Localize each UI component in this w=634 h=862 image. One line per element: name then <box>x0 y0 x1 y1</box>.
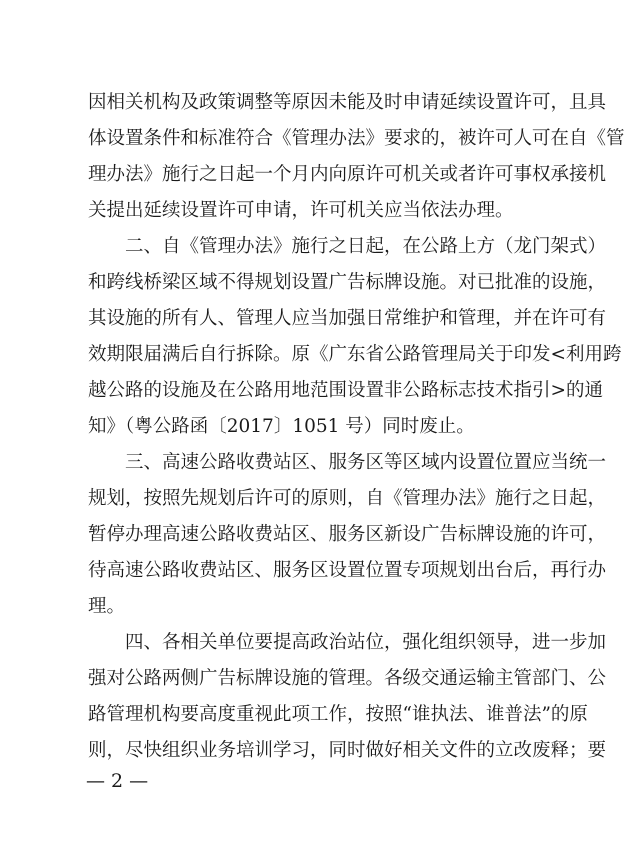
body-text-line: 暂停办理高速公路收费站区、服务区新设广告标牌设施的许可， <box>88 524 607 545</box>
body-text-line: 其设施的所有人、管理人应当加强日常维护和管理，并在许可有 <box>88 308 607 329</box>
page-number: — 2 — <box>86 770 149 792</box>
body-text-line: 知》（粤公路函〔2017〕1051 号）同时废止。 <box>88 416 475 437</box>
body-text-line: 效期限届满后自行拆除。原《广东省公路管理局关于印发<利用跨 <box>88 344 622 365</box>
body-text-line: 关提出延续设置许可申请，许可机关应当依法办理。 <box>88 200 514 221</box>
body-text-line: 强对公路两侧广告标牌设施的管理。各级交通运输主管部门、公 <box>88 668 607 689</box>
body-text-line: 待高速公路收费站区、服务区设置位置专项规划出台后，再行办 <box>88 560 607 581</box>
body-text-line: 和跨线桥梁区域不得规划设置广告标牌设施。对已批准的设施， <box>88 272 607 293</box>
body-text-line: 理办法》施行之日起一个月内向原许可机关或者许可事权承接机 <box>88 164 607 185</box>
body-text-line: 因相关机构及政策调整等原因未能及时申请延续设置许可，且具 <box>88 92 607 113</box>
body-text-line: 规划，按照先规划后许可的原则，自《管理办法》施行之日起， <box>88 488 607 509</box>
body-text-line: 理。 <box>88 596 126 617</box>
body-text-line: 二、自《管理办法》施行之日起，在公路上方（龙门架式） <box>125 236 607 257</box>
body-text-line: 越公路的设施及在公路用地范围设置非公路标志技术指引>的通 <box>88 380 604 401</box>
body-text-line: 三、高速公路收费站区、服务区等区域内设置位置应当统一 <box>125 452 607 473</box>
body-text-line: 体设置条件和标准符合《管理办法》要求的，被许可人可在自《管 <box>88 128 625 149</box>
body-text-line: 四、各相关单位要提高政治站位，强化组织领导，进一步加 <box>125 632 607 653</box>
body-text-line: 路管理机构要高度重视此项工作，按照“谁执法、谁普法”的原 <box>88 704 588 725</box>
body-text-line: 则，尽快组织业务培训学习，同时做好相关文件的立改废释；要 <box>88 740 607 761</box>
